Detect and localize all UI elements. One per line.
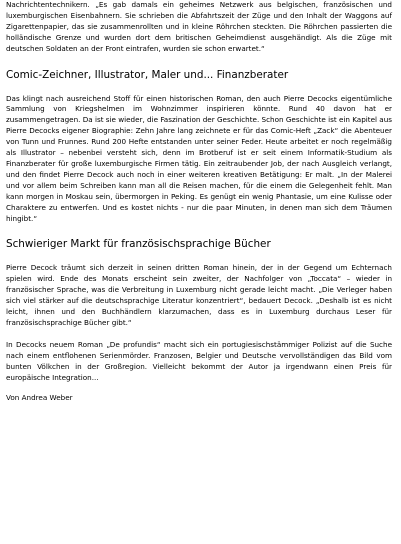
section-heading-market: Schwieriger Markt für französischsprachige Bücher xyxy=(6,238,271,251)
intro-paragraph: Nachrichtentechnikern. „Es gab damals ein geheimes Netzwerk aus belgischen, französischen und luxemburgischen Eisenbahnern. Sie schrieben die Abfahrtszeit der Züge und den Inhalt der Waggons auf Zigarettenpapier, das sie zusammenrollten und in kleine Röhrchen steckten. Die Röhrchen passierten die holländische Grenze und wurden dort dem britischen Geheimdienst ausgehändigt. Als die Züge mit deutschen Soldaten an der Front eintrafen, wurden sie schon erwartet.“ xyxy=(6,0,392,53)
section-heading-comic: Comic-Zeichner, Illustrator, Maler und... Finanzberater xyxy=(6,68,289,81)
section2-paragraph-2: In Decocks neuem Roman „De profundis“ macht sich ein portugiesischstämmiger Polizist auf die Suche nach einem entflohenen Serienmörder. Franzosen, Belgier und Deutsche vervollständigen das Bild vom bunten Völkchen in der Großregion. Vielleicht bekommt der Autor ja irgendwann einen Preis für europäische Integration... xyxy=(6,339,392,382)
section2-paragraph-1: Pierre Decock träumt sich derzeit in seinen dritten Roman hinein, der in der Gegend um Echternach spielen wird. Ende des Monats erscheint sein zweiter, der Nachfolger von „Toccata“ – wieder in französischer Sprache, was die Verbreitung in Luxemburg nicht gerade leicht macht. „Die Verleger haben sich viel stärker auf die deutschsprachige Literatur konzentriert“, bedauert Decock. „Deshalb ist es nicht leicht, ihnen und den Buchhändlern klarzumachen, dass es in Luxemburg durchaus Leser für französischsprachige Bücher gibt.“ xyxy=(6,263,392,327)
byline: Von Andrea Weber xyxy=(6,393,73,403)
section1-paragraph: Das klingt nach ausreichend Stoff für einen historischen Roman, den auch Pierre Decocks eigentümliche Sammlung von Kriegshelmen im Wohnzimmer inspirieren könnte. Rund 40 davon hat er zusammengetragen. Da ist sie wieder, die Faszination der Geschichte. Schon Geschichte ist ein Kapitel aus Pierre Decocks eigener Biographie: Zehn Jahre lang zeichnete er für das Comic-Heft „Zack“ die Abenteuer von Tunn und Frunnes. Rund 200 Hefte entstanden unter seiner Feder. Heute arbeitet er noch regelmäßig als Illustrator – nebenbei versteht sich, denn im Brotberuf ist er seit einem Informatik-Studium als Finanzberater für große luxemburgische Firmen tätig. Ein zeitraubender Job, der nach Ausgleich verlangt, und den findet Pierre Decock auch noch in einer weiteren kreativen Betätigung: Er malt. „In der Malerei und vor allem beim Schreiben kann man all die Reisen machen, für die einem die Gelegenheit fehlt. Man kann morgen in Moskau sein, übermorgen in Peking. Es genügt ein wenig Phantasie, um eine Kulisse oder Charaktere zu entwerfen. Und es kostet nichts - nur die paar Minuten, in denen man sich dem Träumen hingibt.“ xyxy=(6,93,392,223)
